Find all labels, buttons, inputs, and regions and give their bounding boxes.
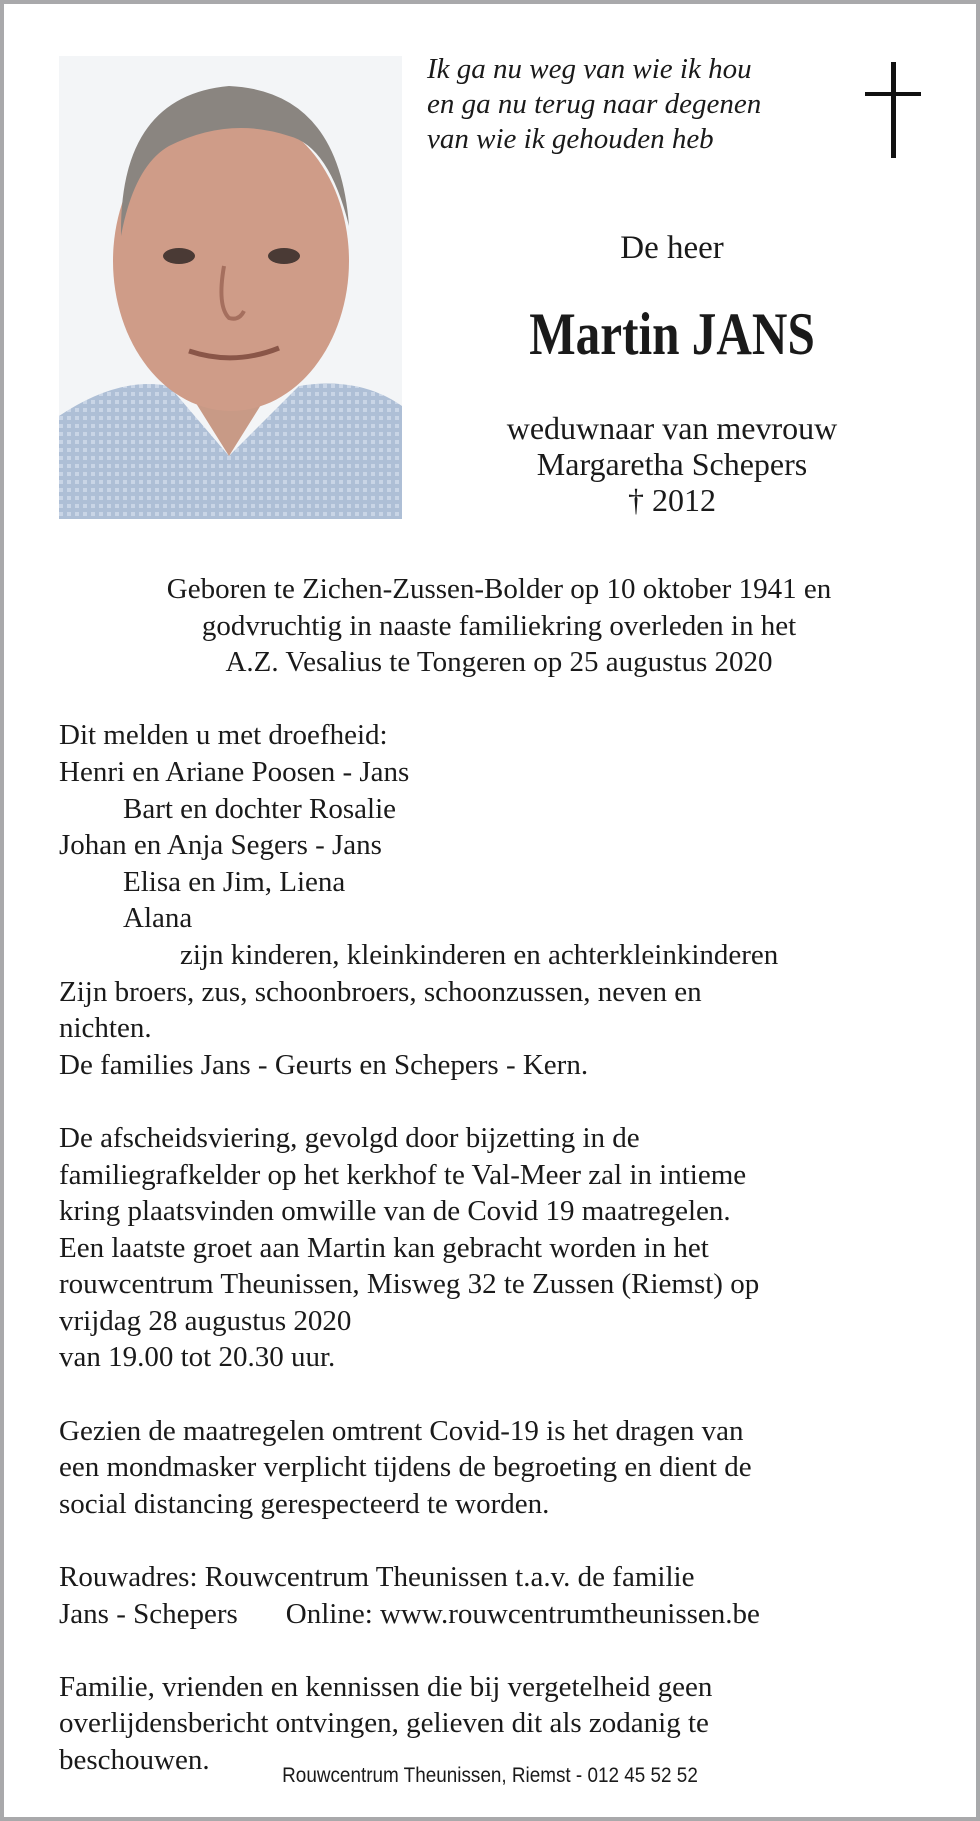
ceremony-line: familiegrafkelder op het kerkhof te Val-Meer zal in intieme bbox=[59, 1158, 747, 1191]
widow-line: Margaretha Schepers bbox=[536, 446, 808, 482]
family-line: Henri en Ariane Poosen - Jans bbox=[59, 755, 410, 788]
covid-line: social distancing gerespecteerd te worden. bbox=[59, 1487, 550, 1520]
widow-line: weduwnaar van mevrouw bbox=[506, 410, 838, 446]
birth-line: A.Z. Vesalius te Tongeren op 25 augustus 2020 bbox=[225, 646, 773, 679]
family-line: Bart en dochter Rosalie bbox=[123, 792, 396, 825]
family-line: zijn kinderen, kleinkinderen en achterkleinkinderen bbox=[180, 938, 779, 971]
widow-line: † 2012 bbox=[628, 482, 716, 518]
closing-line: overlijdensbericht ontvingen, gelieven dit als zodanig te bbox=[59, 1707, 709, 1740]
family-line: Elisa en Jim, Liena bbox=[123, 865, 346, 898]
closing-line: Familie, vrienden en kennissen die bij vergetelheid geen bbox=[59, 1670, 713, 1703]
closing-line: beschouwen. bbox=[59, 1744, 210, 1776]
ceremony-line: kring plaatsvinden omwille van de Covid 19 maatregelen. bbox=[59, 1195, 731, 1228]
family-name: Jans - Schepers bbox=[59, 1597, 238, 1630]
deceased-name: Martin JANS bbox=[529, 301, 815, 367]
quote-line: van wie ik gehouden heb bbox=[427, 123, 714, 155]
family-line: nichten. bbox=[59, 1012, 152, 1045]
family-line: Alana bbox=[123, 902, 193, 935]
announcement-body bbox=[59, 571, 939, 1779]
family-line: Johan en Anja Segers - Jans bbox=[59, 829, 382, 862]
portrait-photo bbox=[59, 56, 402, 519]
covid-line: Gezien de maatregelen omtrent Covid-19 is het dragen van bbox=[59, 1414, 744, 1447]
covid-line: een mondmasker verplicht tijdens de begroeting en dient de bbox=[59, 1451, 752, 1484]
widower-info bbox=[402, 410, 942, 518]
birth-line: godvruchtig in naaste familiekring overleden in het bbox=[201, 609, 797, 642]
quote-line: Ik ga nu weg van wie ik hou bbox=[427, 53, 752, 85]
ceremony-line: rouwcentrum Theunissen, Misweg 32 te Zussen (Riemst) op bbox=[59, 1268, 760, 1301]
honorific: De heer bbox=[620, 230, 724, 266]
family-line: De families Jans - Geurts en Schepers - Kern. bbox=[59, 1048, 589, 1081]
ceremony-line: Een laatste groet aan Martin kan gebracht worden in het bbox=[59, 1231, 709, 1264]
family-line: Dit melden u met droefheid: bbox=[59, 719, 388, 752]
poem-quote bbox=[427, 52, 761, 157]
address-line: Rouwadres: Rouwcentrum Theunissen t.a.v. de familie bbox=[59, 1561, 695, 1594]
ceremony-line: vrijdag 28 augustus 2020 bbox=[59, 1304, 352, 1337]
ceremony-line: van 19.00 tot 20.30 uur. bbox=[59, 1341, 336, 1374]
address-line bbox=[59, 1596, 939, 1633]
cross-icon bbox=[865, 62, 921, 158]
birth-line: Geboren te Zichen-Zussen-Bolder op 10 oktober 1941 en bbox=[166, 573, 832, 605]
online-link[interactable]: Online: www.rouwcentrumtheunissen.be bbox=[285, 1597, 760, 1630]
family-line: Zijn broers, zus, schoonbroers, schoonzussen, neven en bbox=[59, 975, 702, 1008]
funeral-home-footer: Rouwcentrum Theunissen, Riemst - 012 45 52 52 bbox=[282, 1764, 698, 1787]
quote-line: en ga nu terug naar degenen bbox=[427, 88, 762, 120]
ceremony-line: De afscheidsviering, gevolgd door bijzetting in de bbox=[59, 1121, 640, 1154]
